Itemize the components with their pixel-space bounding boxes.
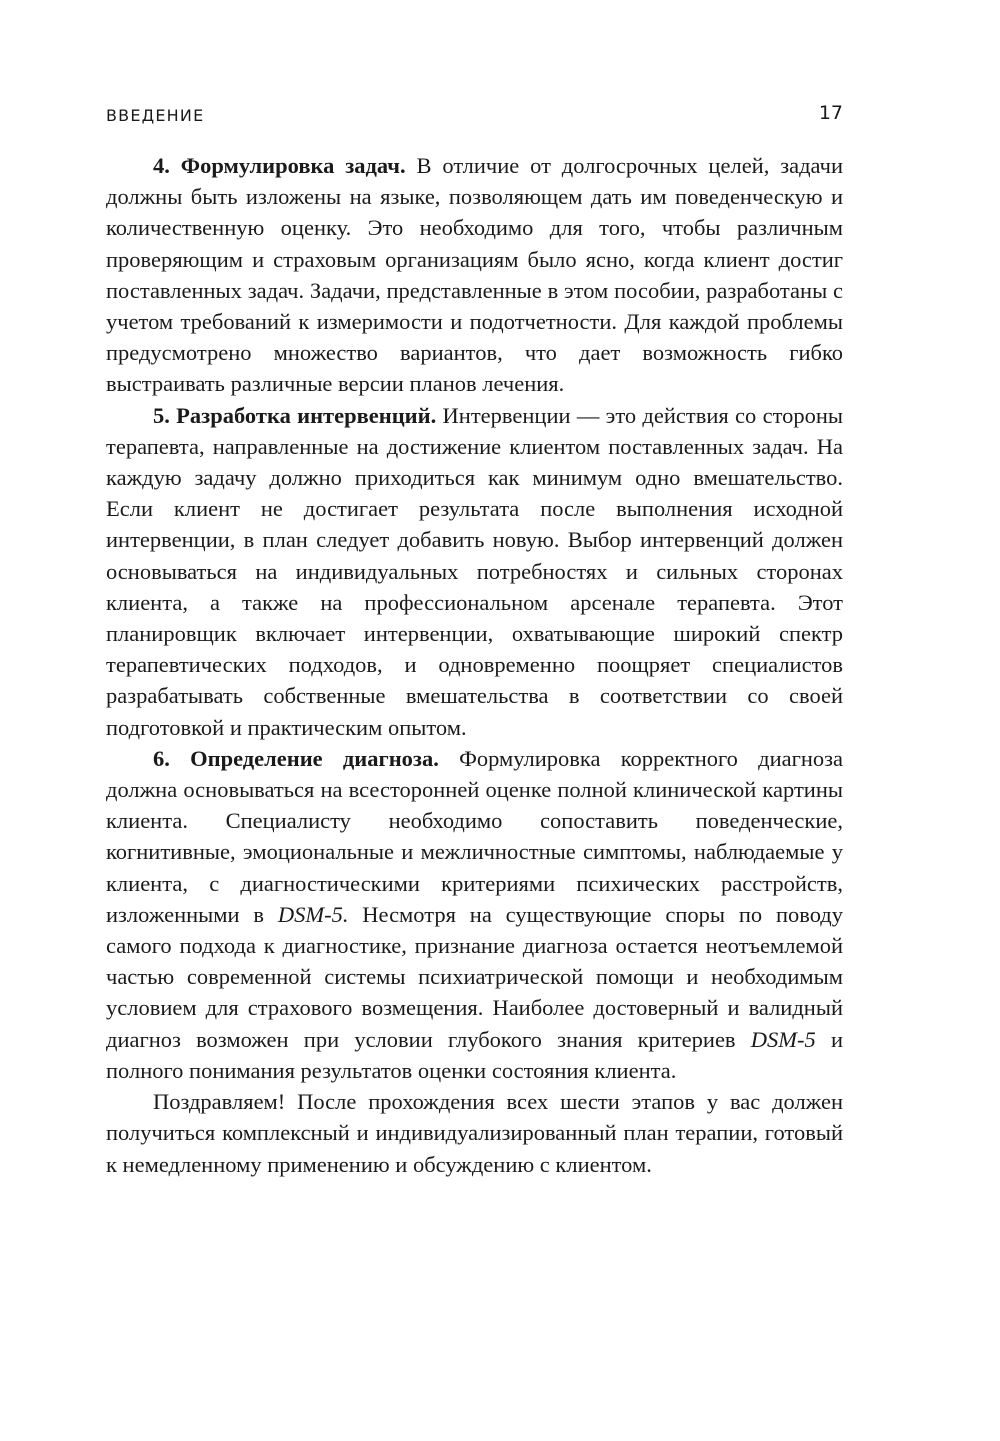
paragraph-conclusion xyxy=(106,1086,843,1180)
dsm-reference: DSM-5 xyxy=(750,1026,816,1052)
paragraph-heading: 5. Разработка интервенций. xyxy=(153,402,437,428)
paragraph-heading: 6. Определение диагноза. xyxy=(153,745,439,771)
paragraph-heading: 4. Формулировка задач. xyxy=(153,153,406,178)
paragraph-text: Поздравляем! После прохождения всех шести этапов у вас должен получиться комплексный и индивидуализированный план терапии, готовый к немедленному применению и обсуждению с клиентом. xyxy=(106,1089,843,1177)
paragraph-text: и полного понимания результатов оценки состояния клиента. xyxy=(106,1026,843,1083)
page-header xyxy=(106,102,843,132)
dsm-reference: DSM-5. xyxy=(277,901,349,927)
running-head: ВВЕДЕНИЕ xyxy=(106,106,205,125)
body-text xyxy=(106,150,843,1180)
page-number: 17 xyxy=(818,102,843,124)
paragraph-text: Несмотря на существующие споры по поводу самого подхода к диагностике, признание диагноза остается неотъемлемой частью современной системы психиатрической помощи и необходимым условием для страхового возмещения. Наиболее достоверный и валидный диагноз возможен при условии глубокого знания критериев xyxy=(106,901,844,1052)
paragraph-text: Интервенции — это действия со стороны терапевта, направленные на достижение клиентом поставленных задач. На каждую задачу должно приходиться как минимум одно вмешательство. Если клиент не достигает результата после выполнения исходной интервенции, в план следует добавить новую. Выбор интервенций должен основываться на индивидуальных потребностях и сильных сторонах клиента, а также на профессиональном арсенале терапевта. Этот планировщик включает интервенции, охватывающие широкий спектр терапевтических подходов, и одновременно поощряет специалистов разрабатывать собственные вмешательства в соответствии со своей подготовкой и практическим опытом. xyxy=(106,402,844,740)
paragraph-diagnosis xyxy=(106,743,843,1086)
paragraph-interventions xyxy=(106,400,843,743)
paragraph-text: В отличие от долгосрочных целей, задачи должны быть изложены на языке, позволяющем дать им поведенческую и количественную оценку. Это необходимо для того, чтобы различным проверяющим и страховым организациям было ясно, когда клиент достиг поставленных задач. Задачи, представленные в этом пособии, разработаны с учетом требований к измеримости и подотчетности. Для каждой проблемы предусмотрено множество вариантов, что дает возможность гибко выстраивать различные версии планов лечения. xyxy=(106,153,844,397)
paragraph-text: Формулировка корректного диагноза должна основываться на всесторонней оценке полной клинической картины клиента. Специалисту необходимо сопоставить поведенческие, когнитивные, эмоциональные и межличностные симптомы, наблюдаемые у клиента, с диагностическими критериями психических расстройств, изложенными в xyxy=(106,745,843,927)
paragraph-task-formulation xyxy=(106,150,843,400)
